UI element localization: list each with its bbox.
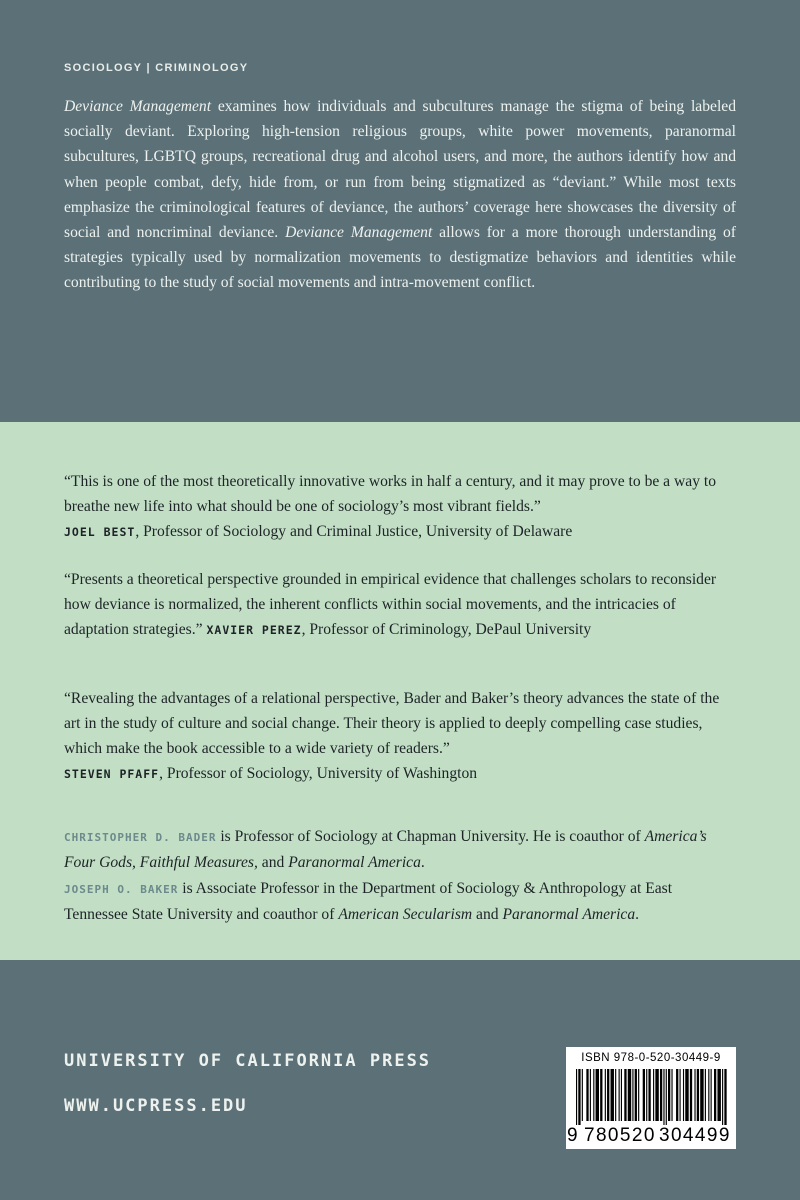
description-text: examines how individuals and subcultures manage the stigma of being labeled socially deviant. Exploring high-tension religious groups, white power movements, paranormal subcultures, LGBTQ groups, recreational drug and alcohol users, and more, the authors identify how and when people combat, defy, hide from, or run from being stigmatized as “deviant.” While most texts emphasize the criminological features of deviance, the authors’ coverage here showcases the diversity of social and noncriminal deviance.: [64, 98, 736, 242]
publisher-name: UNIVERSITY OF CALIFORNIA PRESS: [64, 1051, 432, 1071]
endorsement-quote: “Presents a theoretical perspective grounded in empirical evidence that challenges scholars to reconsider how deviance is normalized, the inherent conflicts within social movements, and the intricacies of adaptation strategies.”: [64, 571, 717, 638]
barcode-digits-left: 780520: [584, 1125, 656, 1146]
endorser-affiliation: , Professor of Criminology, DePaul University: [301, 621, 592, 638]
author-bio: [64, 824, 738, 875]
author-bio-text: and: [257, 854, 289, 871]
barcode-lead-digit: 9: [567, 1125, 578, 1146]
isbn-barcode: [566, 1047, 736, 1149]
author-name: CHRISTOPHER D. BADER: [64, 831, 217, 844]
publisher-website: WWW.UCPRESS.EDU: [64, 1096, 248, 1116]
author-bio-text: and: [472, 906, 503, 923]
book-title-italic: Deviance Management: [285, 224, 433, 242]
endorsement: [64, 686, 738, 787]
category-label: SOCIOLOGY | CRIMINOLOGY: [64, 62, 249, 74]
endorser-name: JOEL BEST: [64, 525, 136, 539]
author-bio-text: .: [420, 854, 425, 871]
endorsement-quote: “Revealing the advantages of a relational perspective, Bader and Baker’s theory advances the state of the art in the study of culture and social change. Their theory is applied to deeply compelling case studies, which make the book accessible to a wide variety of readers.”: [64, 690, 720, 757]
author-bio-text: is Associate Professor in the Department of Sociology & Anthropology at East Tennessee State University and coauthor of: [64, 880, 673, 923]
author-name: JOSEPH O. BAKER: [64, 883, 179, 896]
book-title-italic: America’s Four Gods, Faithful Measures,: [64, 828, 707, 871]
author-bio: [64, 876, 738, 927]
endorsement: [64, 567, 738, 643]
book-title-italic: American Secularism: [338, 906, 473, 923]
endorser-affiliation: , Professor of Sociology and Criminal Justice, University of Delaware: [135, 523, 573, 540]
book-title-italic: Paranormal America: [502, 906, 636, 923]
endorser-name: XAVIER PEREZ: [206, 623, 302, 637]
barcode-icon: [576, 1069, 728, 1125]
author-bio-text: is Professor of Sociology at Chapman University. He is coauthor of: [216, 828, 645, 845]
book-title-italic: Paranormal America: [288, 854, 421, 871]
endorser-affiliation: , Professor of Sociology, University of Washington: [159, 765, 478, 782]
blurb-band: [0, 0, 800, 422]
author-bio-text: .: [635, 906, 640, 923]
endorser-name: STEVEN PFAFF: [64, 767, 160, 781]
barcode-digits-right: 304499: [659, 1125, 731, 1146]
book-description: [64, 94, 736, 296]
isbn-label: ISBN 978-0-520-30449-9: [581, 1052, 721, 1064]
endorsement: [64, 469, 738, 545]
book-title-italic: Deviance Management: [64, 98, 212, 115]
endorsement-quote: “This is one of the most theoretically innovative works in half a century, and it may prove to be a way to breathe new life into what should be one of sociology’s most vibrant fields.”: [64, 473, 717, 515]
description-text: allows for a more thorough understanding of strategies typically used by normalization movements to destigmatize behaviors and identities while contributing to the study of social movements and intra-movement conflict.: [64, 224, 736, 292]
